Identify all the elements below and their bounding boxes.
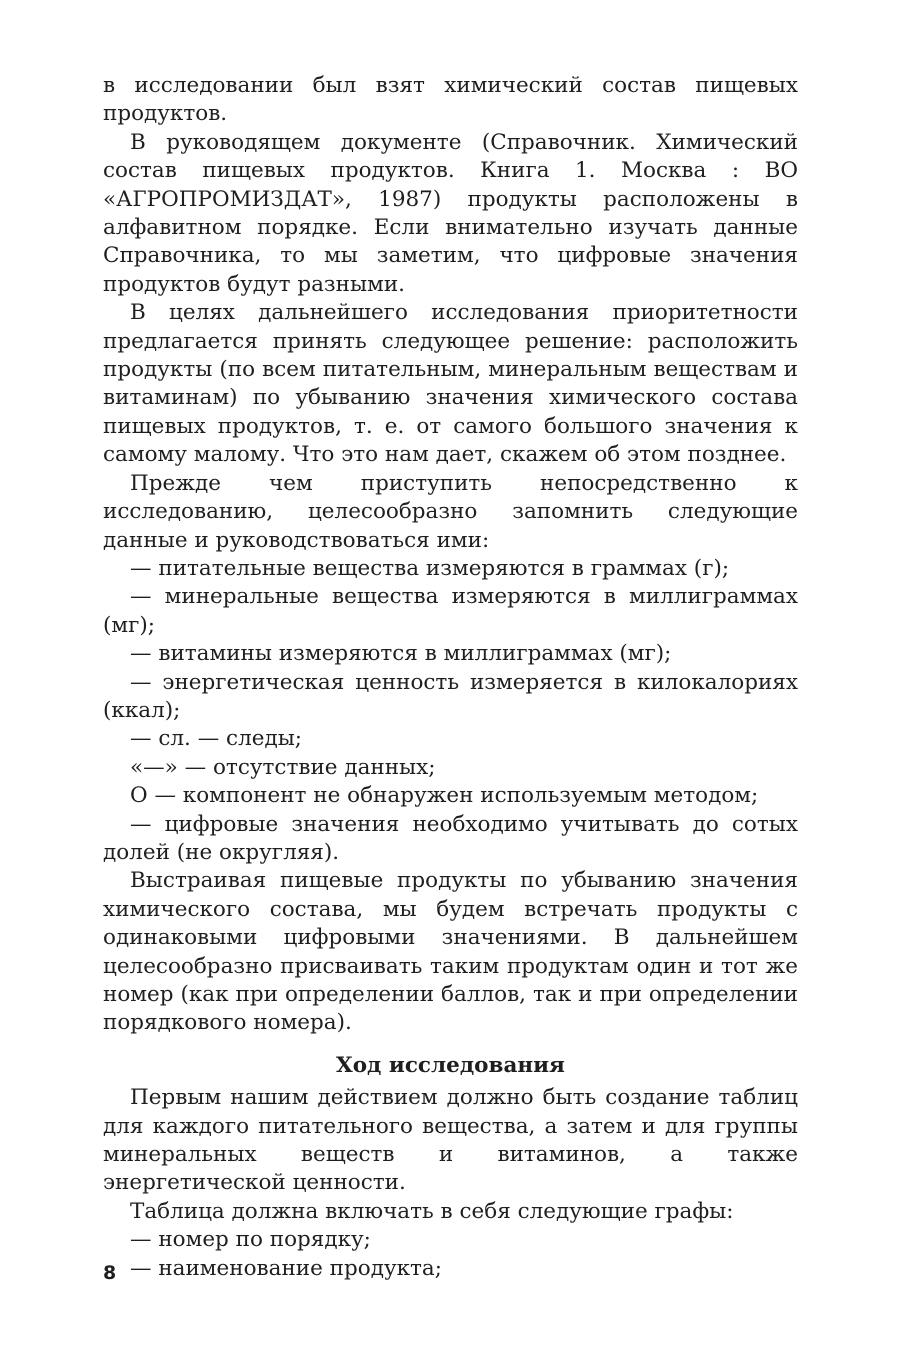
paragraph: Первым нашим действием должно быть создание таблиц для каждого питательного вещества, а затем и для группы минеральных веществ и витаминов, а также энергетической ценности. [103, 1085, 798, 1196]
list-item: — витамины измеряются в миллиграммах (мг); [130, 641, 672, 667]
paragraph: В руководящем документе (Справочник. Химический состав пищевых продуктов. Книга 1. Москва : ВО «АГРОПРОМИЗДАТ», 1987) продукты расположены в алфавитном порядке. Если внимательно изучать данные Справочника, то мы заметим, что цифровые значения продуктов будут разными. [103, 129, 798, 297]
list-item: — номер по порядку; [130, 1227, 371, 1253]
page-text [103, 72, 798, 1283]
paragraph: В целях дальнейшего исследования приоритетности предлагается принять следующее решение: расположить продукты (по всем питательным, минеральным веществам и витаминам) по убыванию значения химического состава пищевых продуктов, т. е. от самого большого значения к самому малому. Что это нам дает, скажем об этом позднее. [103, 300, 798, 468]
paragraph: в исследовании был взят химический состав пищевых продуктов. [103, 73, 798, 127]
list-item: «—» — отсутствие данных; [130, 754, 436, 780]
list-item: — питательные вещества измеряются в граммах (г); [130, 555, 730, 581]
page-number: 8 [103, 1262, 117, 1284]
list-item: О — компонент не обнаружен используемым методом; [130, 783, 759, 809]
section-heading: Ход исследования [336, 1052, 565, 1078]
paragraph: Прежде чем приступить непосредственно к исследованию, целесообразно запомнить следующие данные и руководствоваться ими: [103, 470, 798, 553]
list-item: — энергетическая ценность измеряется в килокалориях (ккал); [103, 669, 798, 723]
paragraph: Таблица должна включать в себя следующие графы: [130, 1198, 734, 1224]
paragraph: Выстраивая пищевые продукты по убыванию значения химического состава, мы будем встречать продукты с одинаковыми цифровыми значениями. В дальнейшем целесообразно присваивать таким продуктам один и тот же номер (как при определении баллов, так и при определении порядкового номера). [103, 868, 798, 1036]
list-item: — цифровые значения необходимо учитывать до сотых долей (не округляя). [103, 811, 798, 865]
list-item: — наименование продукта; [130, 1255, 442, 1281]
list-item: — минеральные вещества измеряются в миллиграммах (мг); [103, 584, 798, 638]
list-item: — сл. — следы; [130, 726, 303, 752]
